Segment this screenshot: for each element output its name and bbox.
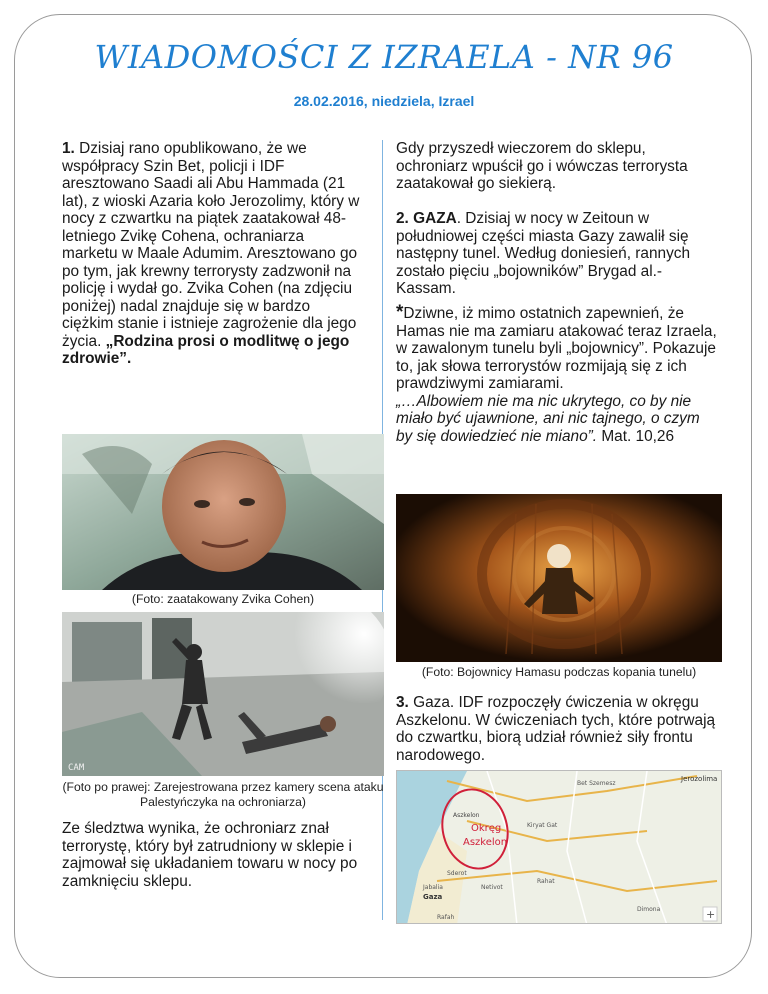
comment-text: Dziwne, iż mimo ostatnich zapewnień, że Hamas nie ma zamiaru atakować teraz Izraela, w zawalonym tunelu byli „bojownicy”. Pokazuje to, jak słowa terrorystów rozmijają się z ich prawdziwymi zamiarami. [396, 305, 717, 392]
investigation-text: Ze śledztwa wynika, że ochroniarz znał terrorystę, który był zatrudniony w sklepie i zajmował się układaniem towaru w nocy po zamknięciu sklepu. [62, 820, 358, 890]
photo-tunnel [396, 494, 722, 662]
newsletter-title: WIADOMOŚCI Z IZRAELA - NR 96 [94, 38, 674, 76]
article-1-number: 1. [62, 140, 75, 157]
comment-star: * [396, 302, 404, 323]
map-aszkelon-district [396, 770, 722, 924]
map-label-rahat: Rahat [537, 878, 555, 885]
newsletter-date: 28.02.2016, niedziela, Izrael [293, 93, 475, 109]
article-3 [396, 694, 718, 764]
map-label-aszkelon: Aszkelon [453, 812, 480, 819]
map-label-jabalia: Jabalia [423, 884, 443, 891]
map-label-dimona: Dimona [637, 906, 661, 913]
map-zoom-plus[interactable]: + [706, 908, 716, 921]
article-1-continuation: Gdy przyszedł wieczorem do sklepu, ochroniarz wpuścił go i wówczas terrorysta zaatakował go siekierą. [396, 140, 688, 192]
bible-reference: Mat. 10,26 [597, 427, 675, 445]
map-label-okreg-1: Okręg [471, 823, 502, 834]
map-label-gaza: Gaza [423, 893, 443, 901]
caption-tunnel: (Foto: Bojownicy Hamasu podczas kopania tunelu) [421, 665, 697, 679]
article-1-appeal: „Rodzina prosi o modlitwę o jego zdrowie”. [62, 332, 350, 367]
article-2-text: . Dzisiaj w nocy w Zeitoun w południowej części miasta Gazy zawalił się następny tunel. Według doniesień, rannych zostało pięciu „bojowników” Brygad al.-Kassam. [396, 210, 691, 297]
map-label-beit-shemesh: Bet Szemesz [577, 780, 616, 787]
article-1 [62, 140, 362, 368]
map-label-okreg-2: Aszkelon [463, 837, 508, 848]
caption-camera: (Foto po prawej: Zarejestrowana przez kamery scena ataku Palestyńczyka na ochroniarza) [62, 780, 384, 809]
article-1-text: Dzisiaj rano opublikowano, że we współpracy Szin Bet, policji i IDF aresztowano Saadi ali Abu Hammada (21 lat), z wioski Azaria koło Jerozolimy, który w nocy z czwartku na piątek zaatakował 48-letniego Zvikę Cohena, ochraniarza marketu w Maale Adumim. Aresztowano go po tym, jak krewny terrorysty zadzwonił na policję i wydał go. Zvika Cohen (na zdjęciu poniżej) nadal znajduje się w bardzo ciężkim stanie i istnieje zagrożenie dla jego życia. [62, 140, 360, 350]
caption-cohen: (Foto: zaatakowany Zvika Cohen) [131, 592, 315, 606]
article-3-text: Gaza. IDF rozpoczęły ćwiczenia w okręgu Aszkelonu. W ćwiczeniach tych, które potrwają do czwartku, biorą udział również siły frontu narodowego. [396, 694, 716, 764]
article-2 [396, 210, 718, 298]
photo-zvika-cohen [62, 434, 384, 590]
photo-cctv-attack [62, 612, 384, 776]
svg-text:CAM: CAM [68, 763, 85, 773]
bible-quote: „…Albowiem nie ma nic ukrytego, co by nie miało być ujawnione, ani nic tajnego, o czym by się dowiedzieć nie miano”. [396, 392, 700, 445]
map-label-kiryat-gat: Kiryat Gat [527, 822, 558, 829]
article-2-comment [396, 304, 718, 445]
map-label-netivot: Netivot [481, 884, 503, 891]
map-label-jerozolima: Jerozolima [681, 775, 718, 783]
map-label-rafah: Rafah [437, 914, 455, 921]
map-label-sderot: Sderot [447, 870, 467, 877]
article-2-number: 2. GAZA [396, 210, 457, 227]
article-3-number: 3. [396, 694, 409, 711]
